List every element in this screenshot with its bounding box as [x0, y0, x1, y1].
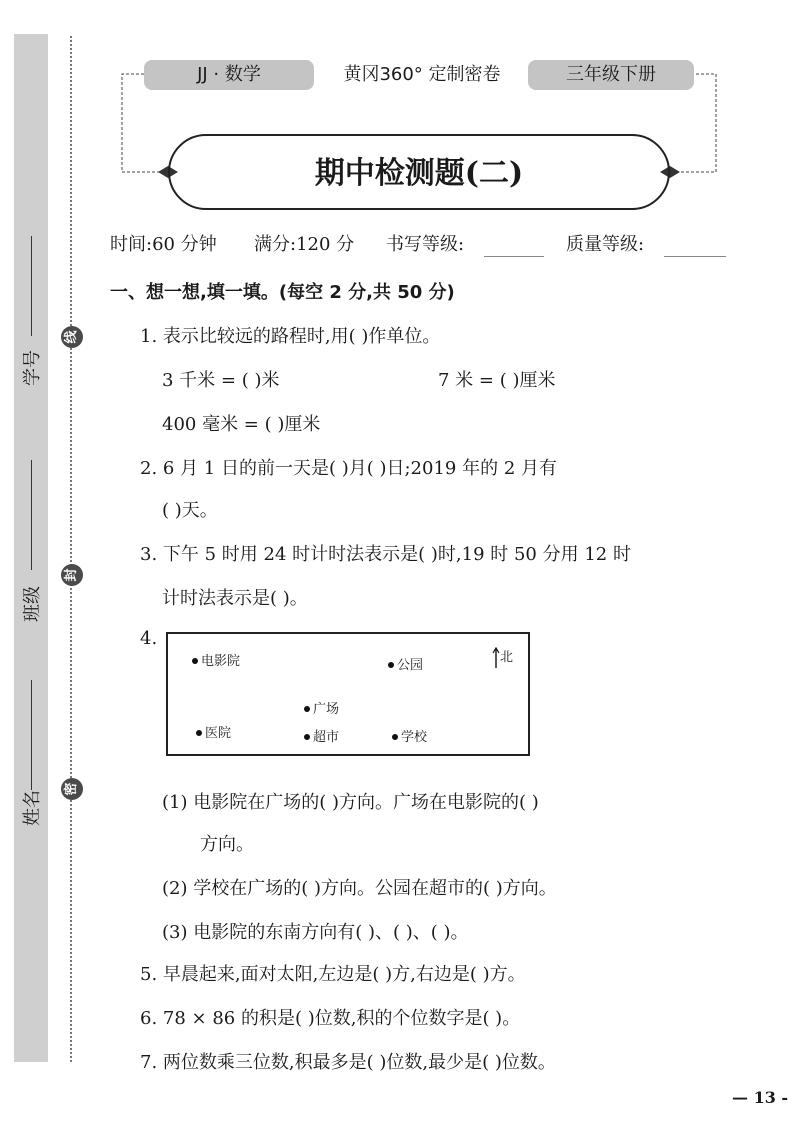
quality-grade-label: 质量等级:	[566, 234, 645, 255]
cinema-dot	[192, 658, 198, 664]
q4-sub1-line1: (1) 电影院在广场的( )方向。广场在电影院的( )	[162, 792, 539, 813]
class-blank	[31, 460, 32, 570]
seal-seal-mark: 封	[61, 564, 83, 586]
map-park	[388, 654, 423, 673]
q5: 5. 早晨起来,面对太阳,左边是( )方,右边是( )方。	[140, 964, 526, 985]
seal-secret-mark: 密	[61, 778, 83, 800]
series-name: 黄冈360° 定制密卷	[343, 64, 501, 85]
q6: 6. 78 × 86 的积是( )位数,积的个位数字是( )。	[140, 1008, 521, 1029]
q4-sub1-line2: 方向。	[200, 834, 254, 855]
square-dot	[304, 706, 310, 712]
map-park-label: 公园	[397, 658, 424, 673]
page-number: — 13 -	[732, 1088, 789, 1107]
quality-grade-blank[interactable]	[664, 234, 726, 257]
q4-sub2: (2) 学校在广场的( )方向。公园在超市的( )方向。	[162, 878, 557, 899]
student-id-label: 学号	[22, 350, 43, 386]
map-school-label: 学校	[401, 730, 428, 745]
map-cinema	[192, 650, 240, 669]
park-dot	[388, 662, 394, 668]
writing-grade-label: 书写等级:	[386, 234, 465, 255]
map-north-label: 北	[500, 650, 514, 665]
section-title: 一、想一想,填一填。(每空 2 分,共 50 分)	[110, 282, 455, 303]
name-label: 姓名	[22, 790, 43, 826]
q1-line2b: 7 米 = ( )厘米	[438, 370, 556, 391]
map-hospital	[196, 722, 231, 741]
full-score-info: 满分:120 分	[254, 234, 355, 255]
cut-line	[70, 36, 72, 1062]
subject-tag: JJ · 数学	[144, 60, 314, 90]
map-school	[392, 726, 427, 745]
q2-line2: ( )天。	[162, 500, 218, 521]
q1-line2a: 3 千米 = ( )米	[162, 370, 280, 391]
school-dot	[392, 734, 398, 740]
grade-tag: 三年级下册	[528, 60, 694, 90]
map-supermarket	[304, 726, 339, 745]
direction-map	[166, 632, 530, 756]
map-square-label: 广场	[313, 702, 340, 717]
hospital-dot	[196, 730, 202, 736]
north-arrow-icon	[492, 647, 500, 669]
map-supermarket-label: 超市	[313, 730, 340, 745]
class-label: 班级	[22, 586, 43, 622]
map-cinema-label: 电影院	[201, 654, 241, 669]
exam-title: 期中检测题(二)	[168, 134, 670, 210]
name-blank	[31, 680, 32, 790]
map-square	[304, 698, 339, 717]
time-info: 时间:60 分钟	[110, 234, 217, 255]
q7: 7. 两位数乘三位数,积最多是( )位数,最少是( )位数。	[140, 1052, 556, 1073]
student-id-blank	[31, 236, 32, 336]
q1-line3: 400 毫米 = ( )厘米	[162, 414, 321, 435]
map-north	[492, 646, 513, 669]
q3-line1: 3. 下午 5 时用 24 时计时法表示是( )时,19 时 50 分用 12 时	[140, 544, 631, 565]
map-hospital-label: 医院	[205, 726, 232, 741]
q3-line2: 计时法表示是( )。	[162, 588, 308, 609]
q4-number: 4.	[140, 628, 158, 649]
q1-line1: 1. 表示比较远的路程时,用( )作单位。	[140, 326, 441, 347]
writing-grade-blank[interactable]	[484, 234, 544, 257]
q4-sub3: (3) 电影院的东南方向有( )、( )、( )。	[162, 922, 469, 943]
q2-line1: 2. 6 月 1 日的前一天是( )月( )日;2019 年的 2 月有	[140, 458, 557, 479]
supermarket-dot	[304, 734, 310, 740]
seal-line-mark: 线	[61, 326, 83, 348]
